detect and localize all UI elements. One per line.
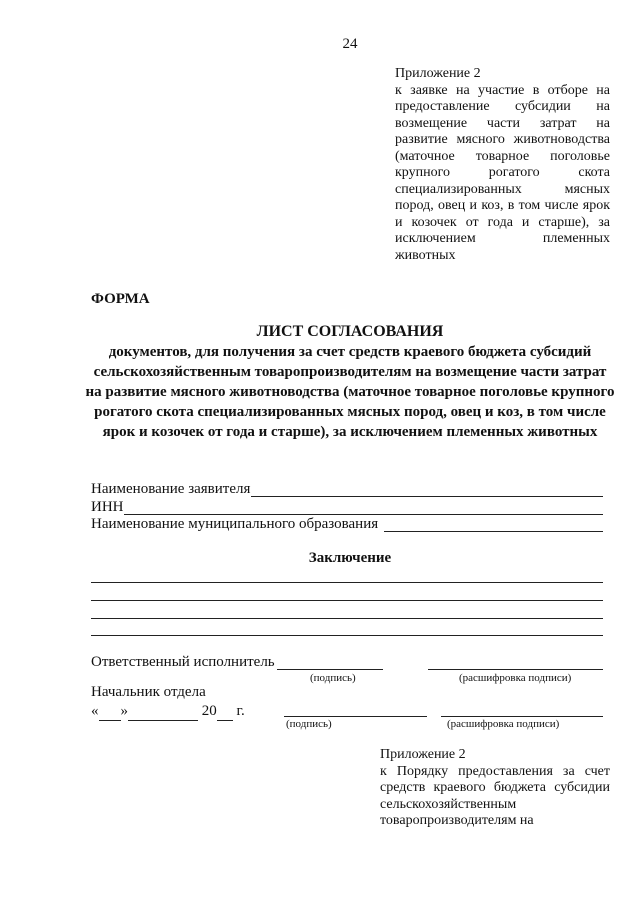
conclusion-line-2[interactable]: [91, 600, 603, 601]
responsible-signature-field[interactable]: [277, 669, 383, 670]
appendix-bottom: [380, 747, 610, 830]
municipality-field[interactable]: [384, 531, 603, 532]
heading-title: ЛИСТ СОГЛАСОВАНИЯ: [256, 323, 444, 340]
responsible-signature-caption: (подпись): [310, 672, 356, 684]
head-signature-field[interactable]: [284, 716, 427, 717]
date-day-field[interactable]: [99, 703, 121, 721]
head-decode-caption: (расшифровка подписи): [447, 718, 560, 730]
head-decode-field[interactable]: [441, 716, 603, 717]
date-month-field[interactable]: [128, 703, 198, 721]
form-label: ФОРМА: [91, 291, 150, 307]
appendix-top: [395, 66, 610, 264]
conclusion-line-3[interactable]: [91, 618, 603, 619]
date-close-quote: »: [120, 703, 128, 719]
year-suffix: г.: [236, 703, 245, 719]
appendix-top-text: к заявке на участие в отборе на предоставление субсидии на возмещение части затрат на развитие мясного животноводства (маточное товарное поголовье крупного рогатого скота специализированных мясных пород, овец и коз, в том числе ярок и козочек от года и старше), за исключением племенных животных: [395, 82, 610, 263]
appendix-bottom-text: к Порядку предоставления за счет средств краевого бюджета субсидии сельскохозяйственным товаропроизводителям на: [380, 763, 610, 828]
inn-field[interactable]: [124, 514, 603, 515]
conclusion-line-4[interactable]: [91, 635, 603, 636]
applicant-field[interactable]: [251, 496, 603, 497]
responsible-decode-field[interactable]: [428, 669, 603, 670]
page-number: 24: [342, 36, 358, 52]
date-open-quote: «: [91, 703, 99, 719]
heading-subtitle: документов, для получения за счет средств краевого бюджета субсидий сельскохозяйственным товаропроизводителям на возмещение части затрат на развитие мясного животноводства (маточное товарное поголовье крупного рогатого скота специализированных мясных пород, овец и коз, в том числе ярок и козочек от года и старше), за исключением племенных животных: [85, 344, 615, 440]
year-prefix: 20: [201, 703, 217, 719]
responsible-decode-caption: (расшифровка подписи): [459, 672, 572, 684]
conclusion-label: Заключение: [308, 550, 392, 566]
appendix-top-title: Приложение 2: [395, 66, 481, 81]
date-row: [91, 703, 245, 721]
head-signature-caption: (подпись): [286, 718, 332, 730]
appendix-bottom-title: Приложение 2: [380, 747, 466, 762]
municipality-label: Наименование муниципального образования: [91, 516, 379, 532]
document-heading: [85, 322, 615, 442]
date-year-field[interactable]: [217, 703, 233, 721]
conclusion-line-1[interactable]: [91, 582, 603, 583]
head-label: Начальник отдела: [91, 684, 206, 700]
inn-label: ИНН: [91, 499, 124, 515]
responsible-label: Ответственный исполнитель: [91, 654, 275, 670]
applicant-label: Наименование заявителя: [91, 481, 251, 497]
